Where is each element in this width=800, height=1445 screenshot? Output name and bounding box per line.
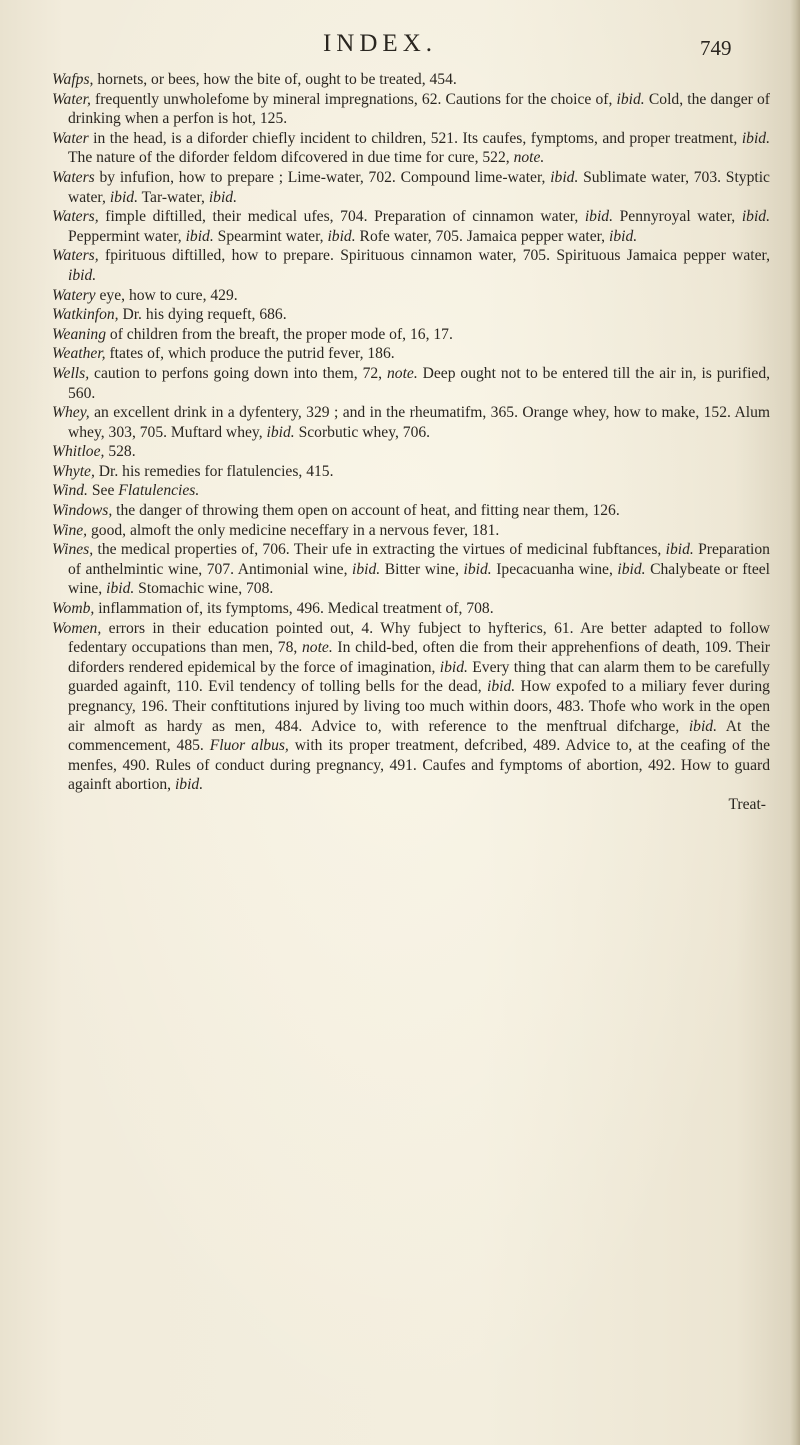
index-entry: [52, 540, 770, 599]
entry-reference-italic: ibid.: [741, 129, 770, 147]
index-entry: [52, 599, 770, 619]
entry-text: inflammation of, its fymptoms, 496. Medical treatment of, 708.: [98, 600, 494, 618]
entry-reference-italic: Fluor albus,: [209, 737, 289, 755]
entry-text: an excellent drink in a dyfentery, 329 ; and in the rheumatifm, 365. Orange whey, how to make, 152. Alum whey, 303, 705. Muftard whey,: [68, 404, 770, 441]
entry-text: Spearmint water,: [213, 227, 328, 245]
entry-text: ftates of, which produce the putrid fever, 186.: [109, 345, 395, 363]
entry-headword: Whey,: [52, 404, 90, 422]
entry-text: Ipecacuanha wine,: [491, 560, 618, 578]
entry-reference-italic: note.: [301, 639, 333, 657]
entry-reference-italic: ibid.: [327, 227, 356, 245]
index-entry: [52, 207, 770, 246]
entry-reference-italic: ibid.: [106, 580, 135, 598]
entry-reference-italic: Flatulencies.: [118, 482, 200, 500]
index-entry: [52, 442, 770, 462]
entry-headword: Water,: [52, 90, 91, 108]
running-title: INDEX.: [322, 30, 437, 57]
entry-text: At the commencement, 485.: [68, 717, 770, 755]
entry-headword: Water: [52, 129, 89, 147]
entry-text: caution to perfons going down into them, 72,: [94, 364, 387, 382]
entry-text: of children from the breaft, the proper mode of, 16, 17.: [109, 325, 453, 343]
entry-reference-italic: ibid.: [486, 678, 516, 696]
index-entry: [52, 70, 770, 90]
index-entry: [52, 403, 770, 442]
page-edge-shadow: [790, 0, 800, 1445]
index-entry: [52, 521, 770, 541]
entry-headword: Watkinfon,: [52, 306, 119, 324]
entry-reference-italic: ibid.: [584, 208, 614, 226]
index-entry: [52, 246, 770, 285]
index-entry: [52, 619, 770, 795]
entry-headword: Whyte,: [52, 462, 95, 480]
entry-text: hornets, or bees, how the bite of, ought to be treated, 454.: [97, 71, 457, 88]
entry-reference-italic: ibid.: [68, 266, 97, 284]
entry-text: eye, how to cure, 429.: [99, 286, 238, 304]
catchword: Treat-: [728, 795, 766, 813]
entry-reference-italic: ibid.: [741, 208, 770, 226]
entry-text: Peppermint water,: [68, 227, 186, 245]
entry-headword: Windows,: [52, 502, 113, 520]
entry-headword: Watery: [52, 286, 96, 304]
entry-headword: Weaning: [52, 325, 106, 343]
entry-text: the danger of throwing them open on account of heat, and fitting near them, 126.: [116, 502, 620, 520]
entry-text: The nature of the diforder feldom difcovered in due time for cure, 522,: [68, 149, 514, 167]
index-entry: [52, 90, 770, 129]
entry-text: good, almoft the only medicine neceffary in a nervous fever, 181.: [90, 521, 500, 539]
entry-text: Chalybeate or fteel wine,: [68, 560, 771, 598]
index-entry: [52, 364, 770, 403]
entry-reference-italic: ibid.: [208, 188, 238, 206]
entry-text: Dr. his remedies for flatulencies, 415.: [98, 462, 334, 480]
entry-text: fpirituous diftilled, how to prepare. Spirituous cinnamon water, 705. Spirituous Jamaica pepper water,: [105, 247, 771, 265]
entry-text: Tar-water,: [137, 188, 209, 206]
entry-reference-italic: ibid.: [665, 541, 694, 559]
entry-text: Rofe water, 705. Jamaica pepper water,: [355, 227, 609, 245]
entry-reference-italic: note.: [386, 364, 418, 382]
entry-text: In child-bed, often die from their apprehenfions of death, 109. Their diforders rendered epidemical by the force of imagination,: [68, 639, 770, 676]
entry-text: the medical properties of, 706. Their ufe in extracting the virtues of medicinal fubftances,: [97, 541, 666, 559]
entry-headword: Womb,: [52, 600, 95, 618]
page-header: [0, 30, 800, 66]
index-entry: [52, 286, 770, 306]
entry-headword: Women,: [52, 619, 102, 637]
entry-headword: Wines,: [52, 541, 94, 559]
entry-text: 528.: [108, 443, 136, 461]
entry-headword: Wine,: [52, 521, 88, 539]
entry-text: How expofed to a miliary fever during pregnancy, 196. Their conftitutions injured by living too much within doors, 483. Thofe who work in the open air almoft as hardy as men, 484. Advice to, with reference to the menftrual difcharge,: [68, 678, 770, 735]
entry-reference-italic: ibid.: [266, 423, 295, 441]
entry-headword: Weather,: [52, 345, 106, 363]
entry-text: Cold, the danger of drinking when a perfon is hot, 125.: [68, 90, 770, 128]
entry-reference-italic: ibid.: [550, 168, 579, 186]
entry-text: Scorbutic whey, 706.: [294, 423, 431, 441]
entry-reference-italic: ibid.: [439, 658, 468, 676]
entry-headword: Waters,: [52, 208, 99, 226]
entry-text: Preparation of anthelmintic wine, 707. Antimonial wine,: [68, 541, 770, 578]
entry-text: with its proper treatment, defcribed, 489. Advice to, at the ceafing of the menfes, 490. Rules of conduct during pregnancy, 491. Caufes and fymptoms of abortion, 492. How to guard againft abortion,: [68, 737, 771, 794]
entry-reference-italic: ibid.: [617, 560, 646, 578]
index-entry: [52, 344, 770, 364]
entry-text: See: [91, 482, 119, 500]
entry-text: Deep ought not to be entered till the air in, is purified, 560.: [68, 364, 771, 402]
index-entry: [52, 462, 770, 482]
entry-reference-italic: ibid.: [608, 227, 638, 245]
entry-text: Dr. his dying requeft, 686.: [122, 306, 287, 324]
entry-reference-italic: ibid.: [616, 90, 645, 108]
entry-headword: Whitloe,: [52, 443, 105, 461]
entry-reference-italic: ibid.: [174, 776, 204, 794]
entry-headword: Waters: [52, 168, 95, 186]
entry-text: Pennyroyal water,: [613, 208, 742, 226]
entry-reference-italic: ibid.: [109, 188, 138, 206]
entry-headword: Wells,: [52, 364, 90, 382]
index-entry: [52, 129, 770, 168]
entry-text: errors in their education pointed out, 4. Why fubject to hyfterics, 61. Are better adapted to follow fedentary occupations than men, 78,: [68, 619, 770, 657]
entry-reference-italic: ibid.: [688, 717, 717, 735]
entry-text: by infufion, how to prepare ; Lime-water, 702. Compound lime-water,: [99, 168, 551, 186]
index-entry: [52, 168, 770, 207]
entry-text: Stomachic wine, 708.: [134, 580, 274, 598]
page-number: 749: [700, 36, 732, 60]
index-entry: [52, 501, 770, 521]
index-entry: [52, 481, 770, 501]
index-entry: [52, 325, 770, 345]
entry-text: in the head, is a diforder chiefly incident to children, 521. Its caufes, fymptoms, and proper treatment,: [93, 129, 742, 147]
entry-headword: Waters,: [52, 247, 99, 265]
entry-text: fimple diftilled, their medical ufes, 704. Preparation of cinnamon water,: [105, 208, 585, 226]
entry-text: Bitter wine,: [380, 560, 464, 578]
index-entries: [52, 70, 770, 815]
entry-headword: Wafps,: [52, 71, 94, 88]
entry-reference-italic: note.: [513, 149, 545, 167]
entry-reference-italic: ibid.: [463, 560, 492, 578]
entry-text: Sublimate water, 703. Styptic water,: [68, 168, 770, 206]
index-entry: [52, 305, 770, 325]
entry-reference-italic: ibid.: [352, 560, 381, 578]
entry-text: Every thing that can alarm them to be carefully guarded againft, 110. Evil tendency of tolling bells for the dead,: [68, 658, 770, 696]
entry-reference-italic: ibid.: [185, 227, 214, 245]
entry-headword: Wind.: [52, 482, 88, 500]
entry-text: frequently unwholefome by mineral impregnations, 62. Cautions for the choice of,: [95, 90, 617, 108]
